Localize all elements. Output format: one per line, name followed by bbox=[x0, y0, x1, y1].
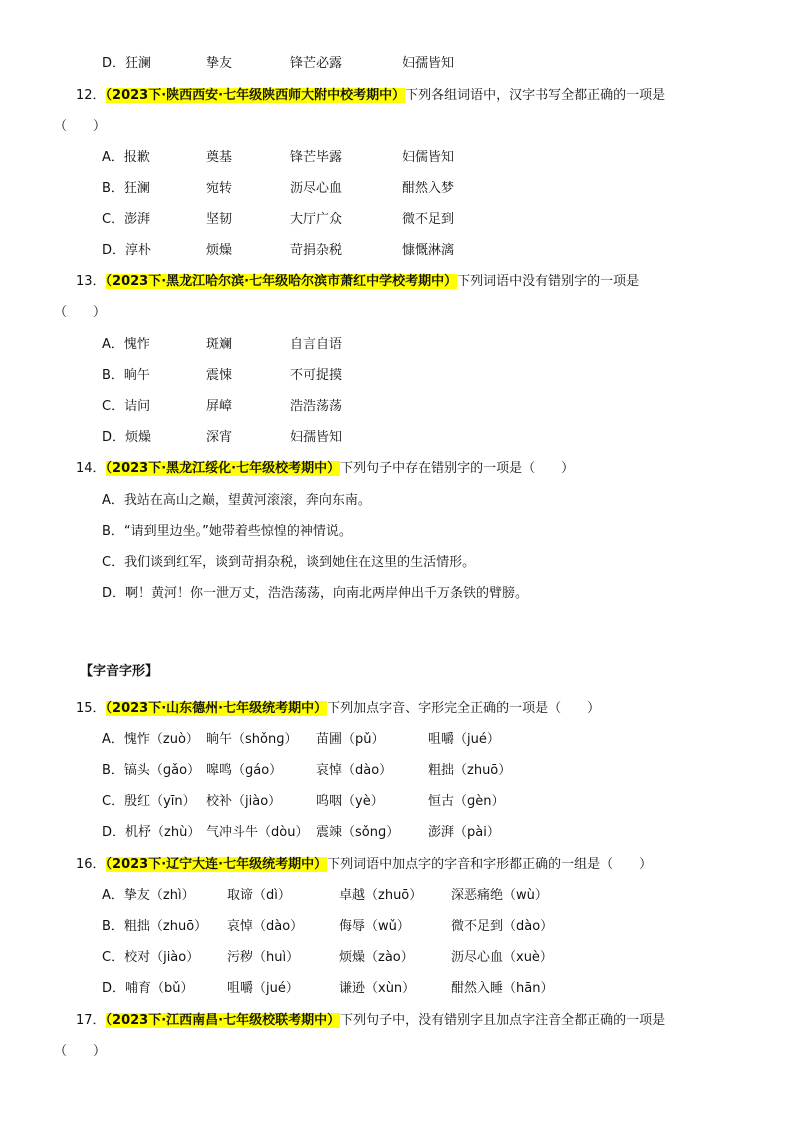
q17-stem-line bbox=[76, 1011, 665, 1031]
q13-option-c: C．诘问 屏嶂 浩浩荡荡 bbox=[102, 399, 343, 414]
q13-option-a: A．愧怍 斑斓 自言自语 bbox=[102, 337, 343, 352]
answer-paren: （ ） bbox=[54, 119, 107, 134]
source-tag: （2023下·辽宁大连·七年级统考期中） bbox=[105, 857, 328, 872]
q15-option-d: D．机杼（zhù） 气冲斗牛（dòu） 震竦（sǒnɡ） 澎湃（pài） bbox=[102, 825, 500, 840]
answer-paren: （ ） bbox=[54, 1044, 107, 1059]
question-number: 13． bbox=[76, 274, 106, 289]
q11-option-d: D．狂澜 挚友 锋芒必露 妇孺皆知 bbox=[102, 56, 455, 71]
source-tag: （2023下·黑龙江哈尔滨·七年级哈尔滨市萧红中学校考期中） bbox=[105, 274, 458, 289]
source-tag: （2023下·黑龙江绥化·七年级校考期中） bbox=[105, 461, 341, 476]
source-tag: （2023下·山东德州·七年级统考期中） bbox=[105, 701, 328, 716]
question-number: 17． bbox=[76, 1013, 106, 1028]
question-stem: 下列各组词语中，汉字书写全都正确的一项是 bbox=[405, 88, 666, 103]
q14-option-a: A．我站在高山之巅，望黄河滚滚，奔向东南。 bbox=[102, 493, 371, 508]
source-tag: （2023下·江西南昌·七年级校联考期中） bbox=[105, 1013, 341, 1028]
question-number: 15． bbox=[76, 701, 106, 716]
source-tag: （2023下·陕西西安·七年级陕西师大附中校考期中） bbox=[105, 88, 406, 103]
q14-option-d: D．啊！黄河！你一泄万丈，浩浩荡荡，向南北两岸伸出千万条铁的臂膀。 bbox=[102, 586, 529, 601]
question-stem: 下列词语中没有错别字的一项是 bbox=[457, 274, 640, 289]
q15-option-c: C．殷红（yīn） 校补（jiào） 呜咽（yè） 恒古（ɡèn） bbox=[102, 794, 505, 809]
question-number: 14． bbox=[76, 461, 106, 476]
question-stem: 下列加点字音、字形完全正确的一项是（ ） bbox=[327, 701, 601, 716]
q16-option-b: B．粗拙（zhuō） 哀悼（dào） 侮辱（wǔ） 微不足到（dào） bbox=[102, 919, 554, 934]
q14-option-b: B．“请到里边坐。”她带着些惊惶的神情说。 bbox=[102, 524, 352, 539]
q12-stem-line bbox=[76, 86, 665, 106]
q15-stem-line bbox=[76, 699, 600, 719]
q16-stem-line bbox=[76, 855, 652, 875]
q12-option-b: B．狂澜 宛转 沥尽心血 酣然入梦 bbox=[102, 181, 455, 196]
q13-stem-line bbox=[76, 272, 639, 292]
q16-option-d: D．哺育（bǔ） 咀嚼（jué） 谦逊（xùn） 酣然入睡（hān） bbox=[102, 981, 554, 996]
q13-option-d: D．烦燥 深宵 妇孺皆知 bbox=[102, 430, 343, 445]
section-heading: 【字音字形】 bbox=[80, 664, 159, 679]
q12-option-d: D．淳朴 烦燥 苛捐杂税 慷慨淋漓 bbox=[102, 243, 455, 258]
q16-option-c: C．校对（jiào） 污秽（huì） 烦燥（zào） 沥尽心血（xuè） bbox=[102, 950, 553, 965]
q16-option-a: A．挚友（zhì） 取谛（dì） 卓越（zhuō） 深恶痛绝（wù） bbox=[102, 888, 548, 903]
q14-stem-line bbox=[76, 459, 574, 479]
q14-option-c: C．我们谈到红军，谈到苛捐杂税，谈到她住在这里的生活情形。 bbox=[102, 555, 476, 570]
q15-option-a: A．愧怍（zuò） 晌午（shǒnɡ） 苗圃（pǔ） 咀嚼（jué） bbox=[102, 732, 500, 747]
answer-paren: （ ） bbox=[54, 305, 107, 320]
question-number: 16． bbox=[76, 857, 106, 872]
q12-option-c: C．澎湃 坚韧 大厅广众 微不足到 bbox=[102, 212, 455, 227]
question-stem: 下列词语中加点字的字音和字形都正确的一组是（ ） bbox=[327, 857, 653, 872]
q15-option-b: B．镐头（ɡǎo） 嗥鸣（ɡáo） 哀悼（dào） 粗拙（zhuō） bbox=[102, 763, 512, 778]
question-stem: 下列句子中，没有错别字且加点字注音全都正确的一项是 bbox=[340, 1013, 666, 1028]
question-number: 12． bbox=[76, 88, 106, 103]
q12-option-a: A．报歉 奠基 锋芒毕露 妇儒皆知 bbox=[102, 150, 455, 165]
q13-option-b: B．晌午 震悚 不可捉摸 bbox=[102, 368, 343, 383]
question-stem: 下列句子中存在错别字的一项是（ ） bbox=[340, 461, 575, 476]
